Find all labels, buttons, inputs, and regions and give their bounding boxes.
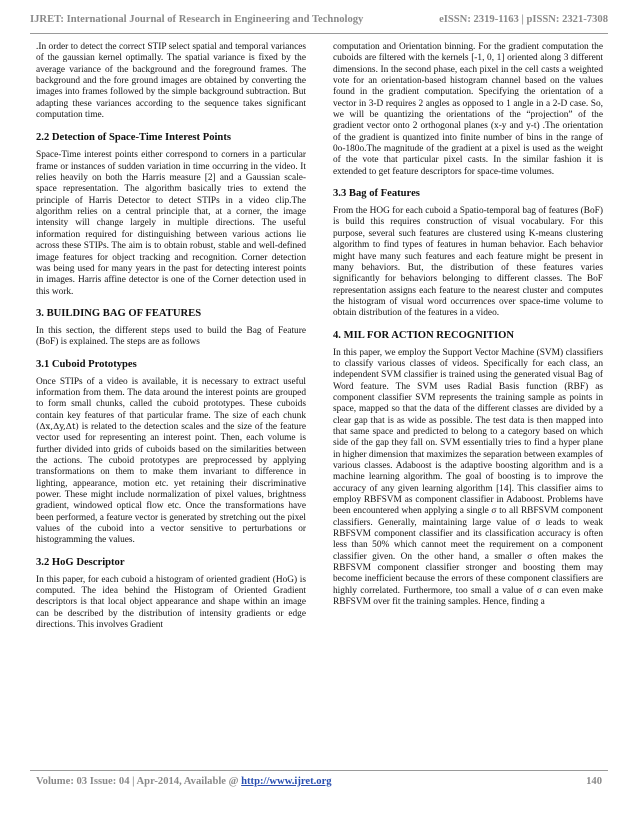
- section-3-1-text-b: is related to the detection scales and the size of the feature vector used for representing an interest point. Then, each volume is further divided into grids of cuboids based on the similarities between the actions. The cuboid prototypes are preprocessed by applying transformations on them to make them invariant to difference in lighting, appearance, motion etc. yet retaining their discriminative power. These might include normalization of pixel values, brightness gradient, windowed optical flow etc. Once the transformations have been performed, a feature vector is generated by stretching out the pixel values of the cuboid into a vector sensitive to perturbations or histogramming the values.: [36, 421, 306, 546]
- running-footer: [36, 776, 602, 787]
- section-3-1-paragraph: [36, 377, 306, 547]
- section-3-paragraph: In this section, the different steps used to build the Bag of Feature (BoF) is explained. The steps are as follows: [36, 325, 306, 348]
- section-3-2-heading: 3.2 HoG Descriptor: [36, 556, 125, 568]
- section-2-2-heading: 2.2 Detection of Space-Time Interest Points: [36, 132, 231, 144]
- section-2-2-paragraph: Space-Time interest points either correspond to corners in a particular frame or instances of sudden variation in time occurring in the video. It relies heavily on both the Harris measure [2] and a Gaussian scale-space representation. The algorithm basically tries to extend the principle of Harris Detector to detect STIPs in a video clip.The algorithm relies on a central principle that, at a corner, the image intensity will change largely in multiple directions. The useful information required for distinguishing between various actions lie across these STIPs. The aim is to obtain robust, stable and well-defined image features for object tracking and recognition. Corner detection was being used for many years in the past for detecting interest points in images. Harris affine detector is one of the Corner detection used in this work.: [36, 150, 306, 297]
- journal-link[interactable]: http://www.ijret.org: [241, 776, 332, 787]
- section-4-paragraph: In this paper, we employ the Support Vector Machine (SVM) classifiers to classify various classes of videos. Specifically for each class, an independent SVM classifier is trained using the generated visual Bag of Word feature. The SVM uses Radial Basis function (RBF) as component classifier SVM represents the training sample as points in space, mapped so that the data of the different classes are divided by a clear gap that is as wide as possible. The test data is then mapped into that same space and predicted to belong to a category based on which side of the gap they fall on. SVM essentially tries to find a hyper plane in higher dimension that maximizes the separation between examples of various classes. Adaboost is the adaptive boosting algorithm and is a machine learning algorithm. The goal of boosting is to improve the accuracy of any given learning algorithm [14]. This classifier aims to employ RBFSVM as component classifier in Adaboost. Problems have been encountered when applying a single σ to all RBFSVM component classifiers. Generally, maintaining large value of σ leads to weak RBFSVM component classifier and its classification accuracy is often less than 50% which cannot meet the requirement on a component classifier given. On the other hand, a smaller σ often makes the RBFSVM component classifier stronger and boosting them may become inefficient because the errors of these component classifiers are highly correlated. Furthermore, too small a value of σ can even make RBFSVM over fit the training samples. Hence, finding a: [333, 347, 603, 608]
- volume-text: Volume: 03 Issue: 04 | Apr-2014, Available @: [36, 776, 242, 787]
- footer-divider: [30, 770, 608, 771]
- section-3-1-heading: 3.1 Cuboid Prototypes: [36, 358, 137, 370]
- issn: eISSN: 2319-1163 | pISSN: 2321-7308: [439, 14, 608, 25]
- intro-paragraph: .In order to detect the correct STIP select spatial and temporal variances of the gaussian kernel optimally. The spatial variance is fixed by the average variance of the background and the foreground frames. The background and the fore ground images are obtained by converting the images into frames followed by the simple background subtraction. But adapting these variances according to the sequence takes significant computation time.: [36, 42, 306, 121]
- chunk-size-formula: (Δx,Δy,Δt): [36, 421, 79, 432]
- left-column: [36, 42, 306, 637]
- continued-paragraph: computation and Orientation binning. For the gradient computation the cuboids are filtered with the kernels [-1, 0, 1] oriented along 3 different dimensions. In the second phase, each pixel in the cell casts a weighted vote for an orientation-based histogram channel based on the values found in the gradient computation. Specifying the orientation of a vector in 3-D requires 2 angles as opposed to 1 angle in a 2-D case. So, we will be quantizing the orientations of the “projection” of the gradient vector onto 2 orthogonal planes (x-y and y-t) .The orientation of the gradient is quantized into finite number of bins in the range of 0o-180o.The magnitude of the gradient at a pixel is used as the weight of the vote that particular pixel casts. In the similar fashion it is extended to get feature descriptors for space-time volumes.: [333, 42, 603, 177]
- section-4-heading: 4. MIL FOR ACTION RECOGNITION: [333, 329, 514, 341]
- page-number: 140: [586, 776, 602, 787]
- running-header: [30, 14, 608, 25]
- section-3-heading: 3. BUILDING BAG OF FEATURES: [36, 307, 202, 319]
- section-3-3-paragraph: From the HOG for each cuboid a Spatio-temporal bag of features (BoF) is build this requires construction of visual vocabulary. For this purpose, several such features are clustered using K-means clustering algorithm to find types of features in human behavior. Each behavior might have many such features and each feature might be present in many behaviors. But, the distribution of these features varies significantly for behaviors belonging to different classes. The BoF representation assigns each feature to the nearest cluster and computes the histogram of visual word occurrences over space-time volume to obtain distribution of the features in a video.: [333, 206, 603, 319]
- right-column: [333, 42, 603, 614]
- volume-info: [36, 776, 332, 787]
- section-3-2-paragraph: In this paper, for each cuboid a histogram of oriented gradient (HoG) is computed. The idea behind the Histogram of Oriented Gradient descriptors is that local object appearance and shape within an image can be described by the distribution of intensity gradients or edge directions. This involves Gradient: [36, 574, 306, 631]
- section-3-1-text-a: Once STIPs of a video is available, it is necessary to extract useful information from them. The data around the interest points are grouped to form small chunks, called the cuboid prototypes. These cuboids contain key features of that particular frame. The size of each chunk: [36, 376, 306, 421]
- section-3-3-heading: 3.3 Bag of Features: [333, 188, 420, 200]
- header-divider: [30, 33, 608, 34]
- journal-name: IJRET: International Journal of Research in Engineering and Technology: [30, 14, 364, 25]
